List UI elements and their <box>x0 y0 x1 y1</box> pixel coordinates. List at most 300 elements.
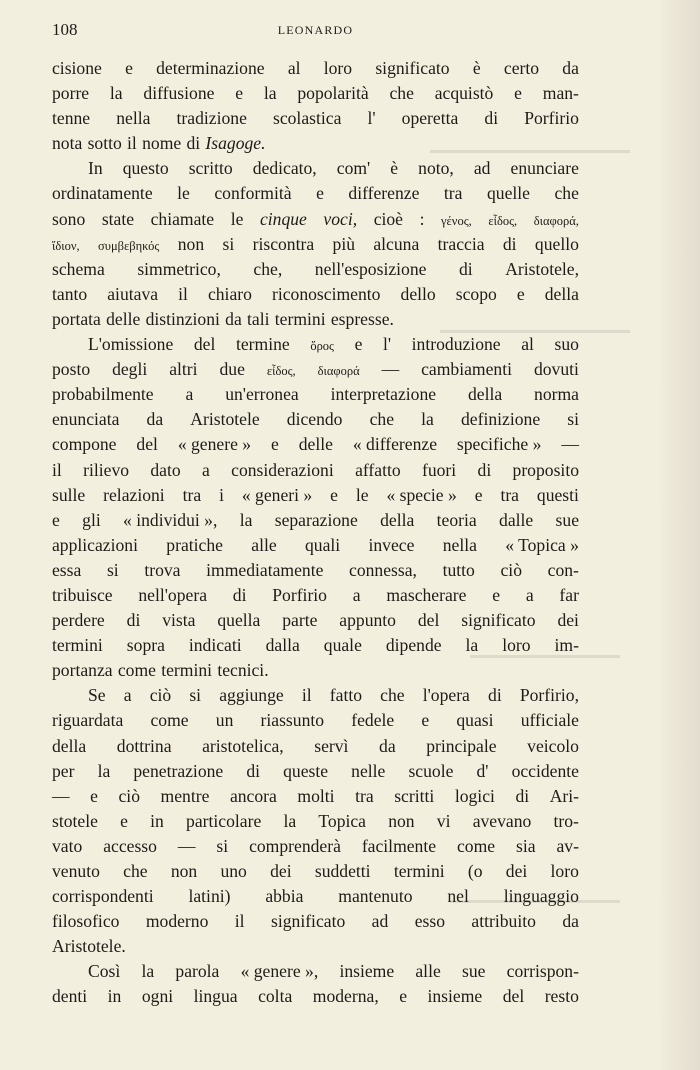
word: interpretazione <box>330 384 437 405</box>
text-line <box>52 284 579 309</box>
word: invece <box>368 534 415 555</box>
word: suo <box>554 334 579 355</box>
word: da <box>562 58 579 78</box>
word: del <box>417 610 440 631</box>
word: acquistò <box>434 83 494 104</box>
word: indicati <box>188 635 242 656</box>
word: si <box>106 559 119 580</box>
word: e <box>330 484 338 505</box>
word: sue <box>461 961 486 982</box>
text-line <box>52 736 579 761</box>
word: affatto <box>355 459 401 480</box>
word: tradizione <box>176 108 247 129</box>
word: con- <box>547 559 579 580</box>
word: della <box>467 384 503 405</box>
word: di <box>246 760 261 781</box>
word: degli <box>112 359 148 380</box>
word: non <box>388 810 415 831</box>
text-line <box>52 886 579 911</box>
word: simmetrico, <box>137 258 221 279</box>
word: voci, <box>323 208 358 229</box>
word: della <box>544 283 579 304</box>
word: portanza <box>52 660 113 681</box>
text-line <box>52 635 579 660</box>
word: comprenderà <box>249 835 341 856</box>
word: considerazioni <box>231 459 334 480</box>
word: particolare <box>186 810 262 831</box>
word: del <box>136 434 158 455</box>
word: nota <box>52 133 83 154</box>
word: chiaro <box>207 283 252 304</box>
text-line <box>52 911 579 936</box>
word: scritti <box>394 785 435 806</box>
word: cisione <box>52 58 102 78</box>
word: la <box>239 509 253 530</box>
word: dicendo <box>286 409 343 430</box>
word: εἶδος, <box>488 213 518 228</box>
word: parte <box>282 610 318 631</box>
word: resto <box>544 986 579 1007</box>
word: riconoscimento <box>271 283 381 304</box>
word: moderna, <box>312 986 379 1007</box>
word: aiutava <box>107 283 159 304</box>
word: dovuti <box>533 359 579 380</box>
word: tecnici. <box>217 660 269 681</box>
text-line <box>52 259 579 284</box>
word: corrispon- <box>506 961 579 982</box>
word: la <box>109 83 123 104</box>
page-edge <box>658 0 700 1070</box>
word: riassunto <box>260 710 325 731</box>
word: a <box>352 584 361 605</box>
word: insieme <box>427 986 483 1007</box>
word: non <box>170 861 198 881</box>
word: da <box>146 409 164 430</box>
word: « individui », <box>123 509 218 530</box>
word: esso <box>414 911 445 932</box>
word: significato <box>461 610 536 631</box>
word: nome <box>142 133 182 154</box>
word: com' <box>336 158 371 179</box>
word: di <box>232 584 247 605</box>
word: a <box>525 584 534 605</box>
word: significato <box>270 911 346 932</box>
word: specifiche » <box>456 434 542 455</box>
text-line <box>52 384 579 409</box>
text-line <box>52 133 579 158</box>
word: ὅρος <box>310 339 335 354</box>
word: da <box>379 735 396 756</box>
word: porre <box>52 83 90 104</box>
word: per <box>52 760 75 781</box>
word: il <box>178 283 188 304</box>
text-line <box>52 209 579 234</box>
word: — <box>381 359 400 380</box>
word: conformità <box>214 183 292 204</box>
word: servì <box>314 735 349 756</box>
word: operetta <box>401 108 459 129</box>
text-line <box>52 585 579 610</box>
word: e <box>316 183 324 204</box>
word: dalla <box>265 635 300 656</box>
word: avevano <box>472 810 532 831</box>
word: probabilmente <box>52 384 154 405</box>
word: applicazioni <box>52 534 138 555</box>
word: della <box>52 735 87 756</box>
word: i <box>219 484 224 505</box>
word: In <box>88 158 103 179</box>
word: due <box>219 359 245 380</box>
word: da <box>225 308 242 329</box>
word: perdere <box>52 610 105 631</box>
word: quale <box>323 635 362 656</box>
word: e <box>474 484 483 505</box>
word: ἴδιον, <box>52 238 80 253</box>
word: Porfirio, <box>519 685 579 706</box>
word: immediatamente <box>206 559 324 580</box>
word: altri <box>169 359 198 380</box>
word: e <box>354 334 363 355</box>
word: riscontra <box>252 233 315 254</box>
text-line <box>52 836 579 861</box>
word: essa <box>52 559 82 580</box>
word: schema <box>52 258 105 279</box>
word: enunciare <box>510 158 579 179</box>
word: man- <box>542 83 579 104</box>
word: il <box>301 685 312 706</box>
word: stotele <box>52 810 98 831</box>
word: in <box>107 986 122 1007</box>
word: si <box>216 835 229 856</box>
word: ciò <box>118 785 140 806</box>
word: significato <box>375 58 450 78</box>
text-line <box>52 234 579 259</box>
word: a <box>123 685 132 706</box>
word: d' <box>476 760 489 781</box>
text-line <box>52 710 579 735</box>
word: ogni <box>141 986 174 1007</box>
word: tro- <box>553 810 579 831</box>
word: Aristotele. <box>52 936 126 957</box>
word: e <box>271 434 279 455</box>
word: vista <box>162 610 196 631</box>
word: e <box>514 83 522 104</box>
word: nell'esposizione <box>314 258 427 279</box>
word: queste <box>283 760 329 781</box>
word: e <box>421 710 430 731</box>
word: espresse. <box>330 308 394 329</box>
word: filosofico <box>52 911 120 932</box>
word: tanto <box>52 283 88 304</box>
word: cambiamenti <box>421 359 512 380</box>
word: tali <box>247 308 270 329</box>
word: appunto <box>339 610 396 631</box>
word: certo <box>503 58 540 78</box>
word: rilievo <box>83 459 130 480</box>
word: sotto <box>87 133 122 154</box>
word: « genere » <box>177 434 252 455</box>
word: Così <box>88 961 121 982</box>
word: fedele <box>351 710 395 731</box>
word: Porfirio <box>272 584 327 605</box>
word: (o <box>467 861 483 881</box>
word: colta <box>258 986 293 1007</box>
word: che <box>123 861 148 881</box>
text-line <box>52 434 579 459</box>
word: l' <box>367 108 376 129</box>
word: dottrina <box>116 735 172 756</box>
text-line <box>52 83 579 108</box>
word: si <box>567 409 579 430</box>
word: « genere », <box>240 961 319 982</box>
word: Ari- <box>549 785 579 806</box>
word: pratiche <box>166 534 223 555</box>
word: la <box>263 83 277 104</box>
word: popolarità <box>297 83 369 104</box>
word: occidente <box>511 760 579 781</box>
word: dei <box>557 610 579 631</box>
word: denti <box>52 986 88 1007</box>
word: state <box>101 208 135 229</box>
word: mascherare <box>386 584 467 605</box>
word: separazione <box>274 509 358 530</box>
word: traccia <box>437 233 485 254</box>
word: di <box>126 610 141 631</box>
text-line <box>52 986 579 1011</box>
word: fuori <box>421 459 457 480</box>
word: Topica <box>318 810 366 831</box>
word: termini <box>52 635 103 656</box>
word: da <box>562 911 579 932</box>
word: ciò <box>500 559 522 580</box>
word: le <box>355 484 369 505</box>
word: ad <box>371 911 389 932</box>
word: accesso <box>103 835 157 856</box>
word: teoria <box>436 509 477 530</box>
word: la <box>97 760 111 781</box>
word: loro <box>502 635 531 656</box>
word: aristotelica, <box>202 735 284 756</box>
word: dedicato, <box>252 158 317 179</box>
word: distinzioni <box>145 308 220 329</box>
word: ufficiale <box>520 710 579 731</box>
word: insieme <box>339 961 395 982</box>
text-line <box>52 610 579 635</box>
word: un'erronea <box>225 384 299 405</box>
word: che <box>389 83 414 104</box>
word: portata <box>52 308 101 329</box>
word: del <box>193 334 216 355</box>
word: è <box>472 58 481 78</box>
text-line <box>52 183 579 208</box>
word: dalle <box>499 509 534 530</box>
word: un <box>215 710 234 731</box>
word: la <box>421 409 434 430</box>
page-number: 108 <box>52 20 78 39</box>
word: molti <box>297 785 335 806</box>
text-line <box>52 811 579 836</box>
word: e <box>235 83 244 104</box>
word: noto, <box>418 158 454 179</box>
word: e <box>125 58 133 78</box>
word: e <box>492 584 501 605</box>
word: tribuisce <box>52 584 113 605</box>
word: εἶδος, <box>266 364 296 379</box>
text-line <box>52 560 579 585</box>
word: riguardata <box>52 710 124 731</box>
word: questo <box>122 158 169 179</box>
word: che, <box>253 258 283 279</box>
word: compone <box>52 434 117 455</box>
word: loro <box>550 861 579 881</box>
word: mantenuto <box>338 886 413 907</box>
word: si <box>189 685 202 706</box>
word: venuto <box>52 861 100 881</box>
word: di <box>186 133 201 154</box>
word: è <box>390 158 399 179</box>
word: attribuito <box>471 911 536 932</box>
word: il <box>127 133 137 154</box>
word: L'omissione <box>88 334 174 355</box>
word: alcuna <box>373 233 420 254</box>
word: di <box>502 233 517 254</box>
text-line <box>52 861 579 886</box>
word: trova <box>144 559 181 580</box>
word: come <box>456 835 496 856</box>
word: dello <box>400 283 436 304</box>
word: tra <box>443 183 463 204</box>
word: di <box>484 108 499 129</box>
word: l'opera <box>422 685 470 706</box>
word: introduzione <box>411 334 501 355</box>
text-line <box>52 158 579 183</box>
text-line <box>52 761 579 786</box>
word: tra <box>182 484 202 505</box>
word: di <box>515 785 530 806</box>
word: nelle <box>351 760 386 781</box>
word: : <box>419 208 425 229</box>
word: ad <box>473 158 491 179</box>
word: fatto <box>329 685 363 706</box>
word: norma <box>534 384 579 405</box>
word: che <box>380 685 405 706</box>
word: cinque <box>259 208 307 229</box>
word: e <box>399 986 408 1007</box>
word: vato <box>52 835 83 856</box>
text-line <box>52 309 579 334</box>
word: vi <box>436 810 451 831</box>
word: termini <box>274 308 326 329</box>
word: del <box>502 986 525 1007</box>
text-line <box>52 334 579 359</box>
text-line <box>52 936 579 961</box>
running-head: LEONARDO <box>277 23 354 37</box>
word: scritto <box>188 158 233 179</box>
word: av- <box>556 835 579 856</box>
word: sue <box>555 509 579 530</box>
word: questi <box>536 484 579 505</box>
word: tenne <box>52 108 91 129</box>
word: ancora <box>229 785 277 806</box>
word: delle <box>106 308 141 329</box>
word: e <box>90 785 98 806</box>
word: συμβεβηκός <box>98 238 160 253</box>
word: il <box>52 459 62 480</box>
word: termini <box>393 861 445 881</box>
word: abbia <box>265 886 304 907</box>
word: la <box>283 810 297 831</box>
word: che <box>554 183 579 204</box>
text-line <box>52 108 579 133</box>
word: il <box>234 911 245 932</box>
word: non <box>177 233 205 254</box>
word: delle <box>298 434 333 455</box>
word: al <box>521 334 534 355</box>
word: la <box>141 961 155 982</box>
word: sono <box>52 208 86 229</box>
text-line <box>52 685 579 710</box>
text-line <box>52 961 579 986</box>
word: tra <box>500 484 519 505</box>
word: la <box>465 635 479 656</box>
word: e <box>516 283 525 304</box>
word: gli <box>82 509 101 530</box>
word: a <box>185 384 194 405</box>
text-line <box>52 460 579 485</box>
word: nella <box>442 534 477 555</box>
word: moderno <box>145 911 209 932</box>
word: connessa, <box>349 559 417 580</box>
word: di <box>477 459 492 480</box>
word: scopo <box>455 283 497 304</box>
word: definizione <box>460 409 541 430</box>
word: « Topica » <box>505 534 579 555</box>
word: dipende <box>385 635 442 656</box>
word: penetrazione <box>133 760 224 781</box>
word: « specie » <box>386 484 457 505</box>
word: quello <box>534 233 579 254</box>
word: γένος, <box>441 213 472 228</box>
word: aggiunge <box>219 685 284 706</box>
text-line <box>52 409 579 434</box>
word: quelle <box>486 183 530 204</box>
word: come <box>117 660 156 681</box>
word: sia <box>516 835 536 856</box>
word: relazioni <box>103 484 165 505</box>
word: loro <box>323 58 353 78</box>
word: determinazione <box>156 58 265 78</box>
word: Isagoge. <box>205 133 266 154</box>
word: e <box>52 509 60 530</box>
word: alle <box>415 961 441 982</box>
word: termine <box>235 334 290 355</box>
word: linguaggio <box>503 886 579 907</box>
word: nella <box>116 108 151 129</box>
word: lingua <box>193 986 238 1007</box>
word: Porfirio <box>524 108 579 129</box>
word: enunciata <box>52 409 120 430</box>
word: cioè <box>373 208 403 229</box>
word: scuole <box>408 760 454 781</box>
word: « generi » <box>241 484 313 505</box>
word: scolastica <box>272 108 342 129</box>
word: come <box>150 710 189 731</box>
word: dei <box>270 861 292 881</box>
word: mentre <box>160 785 210 806</box>
word: Se <box>88 685 106 706</box>
word: al <box>287 58 301 78</box>
word: ordinatamente <box>52 183 153 204</box>
